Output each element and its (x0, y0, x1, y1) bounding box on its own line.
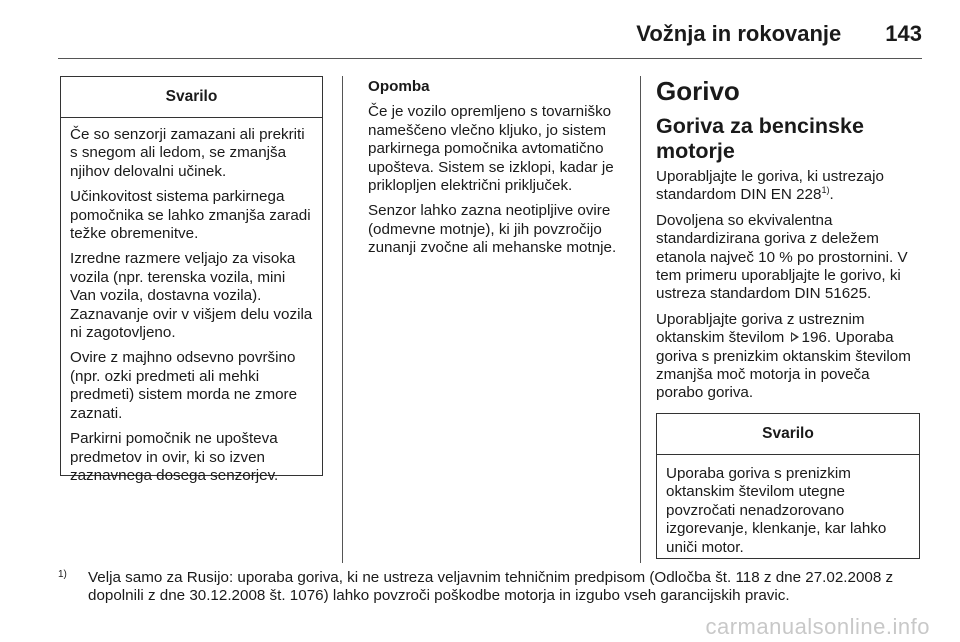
warning-paragraph: Parkirni pomočnik ne upošteva predmetov in ovir, ki so izven zaznavnega dosega senzorjev. (70, 430, 279, 484)
watermark: carmanualsonline.info (705, 614, 930, 639)
page-reference[interactable]: 196 (801, 329, 827, 347)
warning-box-fuel (656, 413, 920, 559)
fuel-paragraph-1: Uporabljajte le goriva, ki ustrezajo standardom DIN EN 228$^{1)}$. (656, 168, 884, 204)
middle-column (368, 78, 626, 265)
column-divider-1 (342, 76, 343, 563)
warning-paragraph: Če so senzorji zamazani ali prekriti s snegom ali ledom, se zmanjša njihov delovalni učinek. (70, 126, 305, 180)
column-divider-2 (640, 76, 641, 563)
section-heading: Gorivo (656, 76, 740, 106)
subsection-heading: Goriva za bencinske motorje (656, 114, 864, 163)
page-header (636, 14, 922, 54)
footnote (58, 569, 922, 606)
warning-title: Svarilo (61, 77, 322, 118)
fuel-paragraph-2: Dovoljena so ekvivalentna standardizirana goriva z deležem etanola največ 10 % po prostornini. V tem primeru uporabljajte le gorivo, ki ustreza standardom DIN 51625. (656, 211, 908, 303)
fuel-paragraph-3: Uporabljajte goriva z ustreznim oktanskim številom 196. Uporaba goriva s prenizkim oktanskim številom zmanjša moč motorja in poveča porabo goriva. (656, 310, 911, 402)
page-number: 143 (885, 21, 922, 46)
warning-paragraph: Izredne razmere veljajo za visoka vozila (npr. terenska vozila, mini Van vozila, dostavna vozila). Zaznavanje ovir v višjem delu vozila ni zagotovljeno. (70, 250, 313, 342)
section-title: Vožnja in rokovanje (636, 21, 842, 46)
warning-title: Svarilo (657, 414, 919, 455)
footnote-text: Velja samo za Rusijo: uporaba goriva, ki ne ustreza veljavnim tehničnim predpisom (Odločba št. 118 z dne 27.02.2008 z dopolnili z dne 30.12.2008 št. 1076) lahko povzroči poškodbe motorja in izgubo vseh garancijskih pravic. (88, 569, 894, 605)
footnote-ref: 1) (821, 185, 830, 196)
header-rule (58, 58, 922, 59)
warning-body: Uporaba goriva s prenizkim oktanskim številom utegne povzročati nenadzorovano izgorevanje, klenkanje, kar lahko uniči motor. (666, 464, 887, 556)
page-reference-icon (791, 332, 799, 342)
warning-box-sensors (60, 76, 323, 484)
warning-body (61, 118, 322, 494)
footnote-mark: 1) (58, 569, 67, 580)
note-paragraph: Če je vozilo opremljeno s tovarniško nameščeno vlečno kljuko, jo sistem parkirnega pomočnika avtomatično upošteva. Sistem se izklopi, kadar je priklopljen električni priključek. (368, 103, 614, 195)
right-column (656, 76, 920, 559)
note-title: Opomba (368, 78, 430, 95)
warning-paragraph: Učinkovitost sistema parkirnega pomočnika se lahko zmanjša zaradi težke obremenitve. (70, 188, 311, 243)
note-paragraph: Senzor lahko zazna neotipljive ovire (odmevne motnje), ki jih povzročijo zunanji zvočne ali mehanske motnje. (368, 202, 617, 257)
warning-paragraph: Ovire z majhno odsevno površino (npr. ozki predmeti ali mehki predmeti) sistem morda ne zmore zaznati. (70, 349, 298, 422)
left-column (60, 76, 323, 484)
